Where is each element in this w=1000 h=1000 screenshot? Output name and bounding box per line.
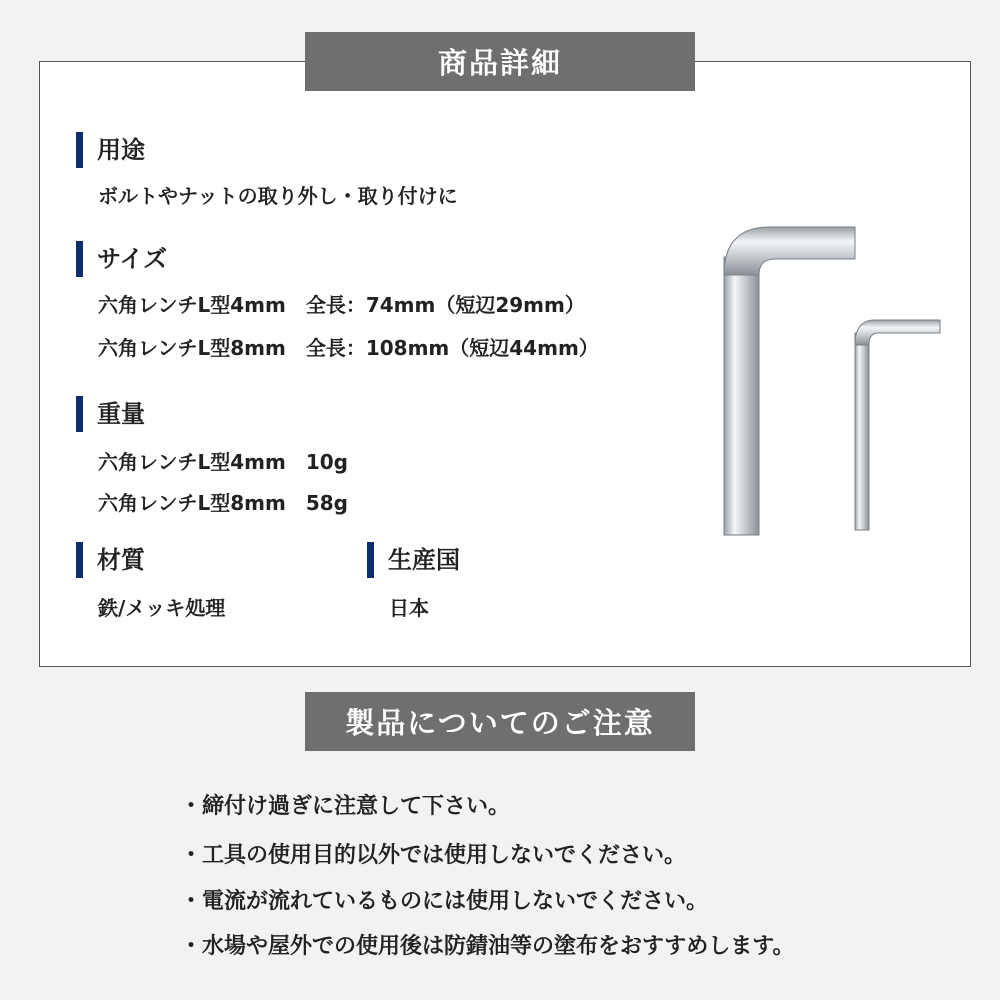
size-line-4mm: 六角レンチL型4mm 全長：74mm（短辺29mm） xyxy=(98,293,585,317)
usage-text: ボルトやナットの取り外し・取り付けに xyxy=(98,184,458,208)
notice-item: ・電流が流れているものには使用しないでください。 xyxy=(180,889,709,914)
material-text: 鉄/メッキ処理 xyxy=(98,596,226,620)
notice-item: ・水場や屋外での使用後は防錆油等の塗布をおすすめします。 xyxy=(180,934,795,959)
usage-heading: 用途 xyxy=(76,132,145,168)
large-wrench xyxy=(724,227,855,535)
origin-text: 日本 xyxy=(389,596,429,620)
weight-heading: 重量 xyxy=(76,396,145,432)
notice-item: ・締付け過ぎに注意して下さい。 xyxy=(180,794,511,819)
product-details-banner: 商品詳細 xyxy=(305,32,695,91)
origin-heading: 生産国 xyxy=(367,542,460,578)
weight-line-8mm: 六角レンチL型8mm 58g xyxy=(98,491,348,515)
size-line-8mm: 六角レンチL型8mm 全長：108mm（短辺44mm） xyxy=(98,336,599,360)
small-wrench xyxy=(855,320,940,530)
hex-wrench-icon xyxy=(700,215,950,545)
weight-line-4mm: 六角レンチL型4mm 10g xyxy=(98,450,348,474)
size-heading: サイズ xyxy=(76,241,167,277)
product-notice-banner: 製品についてのご注意 xyxy=(305,692,695,751)
notice-item: ・工具の使用目的以外では使用しないでください。 xyxy=(180,843,687,868)
material-heading: 材質 xyxy=(76,542,145,578)
